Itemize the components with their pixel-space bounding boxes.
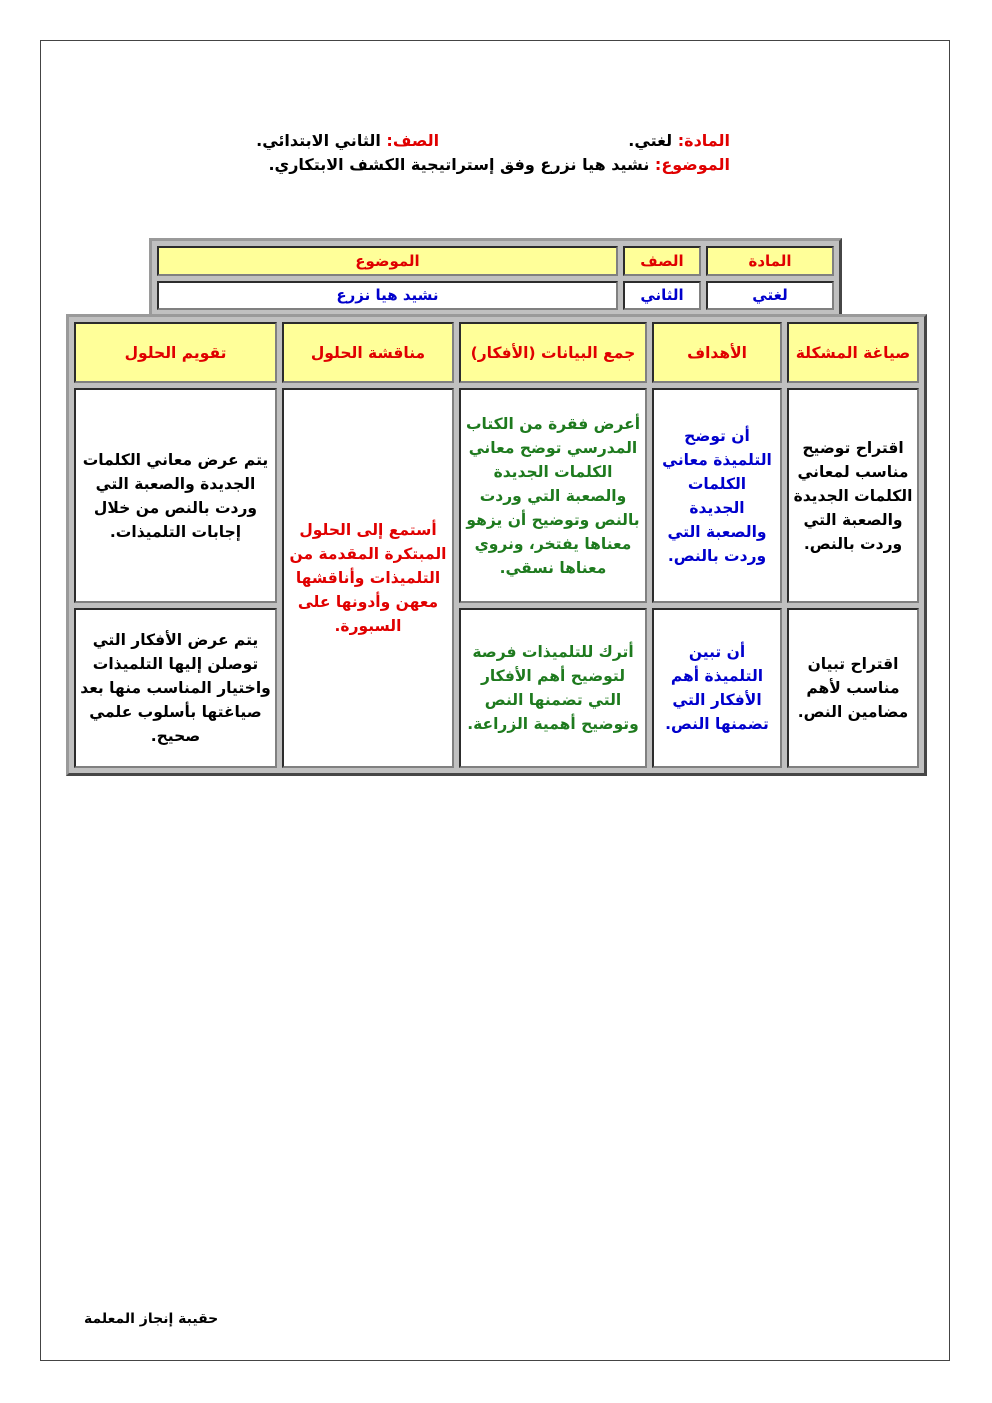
row2-evaluation: يتم عرض الأفكار التي توصلن إليها التلميذات واختيار المناسب منها بعد صياغتها بأسلوب علمي صحيح.	[74, 608, 277, 768]
row1-data: أعرض فقرة من الكتاب المدرسي توضح معاني الكلمات الجديدة والصعبة التي وردت بالنص وتوضيح أن يزهو معناها يفتخر، ونروي معناها نسقي.	[459, 388, 647, 603]
row1-problem: اقتراح توضيح مناسب لمعاني الكلمات الجديدة والصعبة التي وردت بالنص.	[787, 388, 919, 603]
header-data: جمع البيانات (الأفكار)	[459, 322, 647, 383]
header-evaluation: تقويم الحلول	[74, 322, 277, 383]
info-value-topic: نشيد هيا نزرع	[157, 281, 618, 311]
grade-label: الصف:	[386, 131, 440, 150]
info-table	[149, 238, 842, 318]
header-discussion: مناقشة الحلول	[282, 322, 454, 383]
topic-label: الموضوع:	[654, 155, 730, 174]
footer-text: حقيبة إنجاز المعلمة	[84, 1311, 219, 1327]
header-line-topic	[268, 155, 730, 174]
info-values-row	[157, 281, 834, 311]
header-goals: الأهداف	[652, 322, 782, 383]
header-problem: صياغة المشكلة	[787, 322, 919, 383]
info-header-grade: الصف	[623, 246, 701, 276]
info-value-grade: الثاني	[623, 281, 701, 311]
row1-evaluation: يتم عرض معاني الكلمات الجديدة والصعبة التي وردت بالنص من خلال إجابات التلميذات.	[74, 388, 277, 603]
row1-goal: أن توضح التلميذة معاني الكلمات الجديدة والصعبة التي وردت بالنص.	[652, 388, 782, 603]
subject-value: لغتي.	[628, 131, 673, 150]
table-row	[74, 388, 919, 603]
table-row	[74, 608, 919, 768]
info-header-topic: الموضوع	[157, 246, 618, 276]
grade-value: الثاني الابتدائي.	[256, 131, 381, 150]
row2-problem: اقتراح تبيان مناسب لأهم مضامين النص.	[787, 608, 919, 768]
info-header-row	[157, 246, 834, 276]
topic-value: نشيد هيا نزرع وفق إستراتيجية الكشف الابتكاري.	[268, 155, 650, 174]
discussion-cell: أستمع إلى الحلول المبتكرة المقدمة من التلميذات وأناقشها معهن وأدونها على السبورة.	[282, 388, 454, 768]
strategy-header-row	[74, 322, 919, 383]
info-value-subject: لغتي	[706, 281, 834, 311]
row2-data: أترك للتلميذات فرصة لتوضيح أهم الأفكار التي تضمنها النص وتوضيح أهمية الزراعة.	[459, 608, 647, 768]
subject-label: المادة:	[677, 131, 730, 150]
strategy-table	[66, 314, 927, 776]
row2-goal: أن تبين التلميذة أهم الأفكار التي تضمنها النص.	[652, 608, 782, 768]
header-line-subject-grade	[256, 131, 730, 150]
info-header-subject: المادة	[706, 246, 834, 276]
